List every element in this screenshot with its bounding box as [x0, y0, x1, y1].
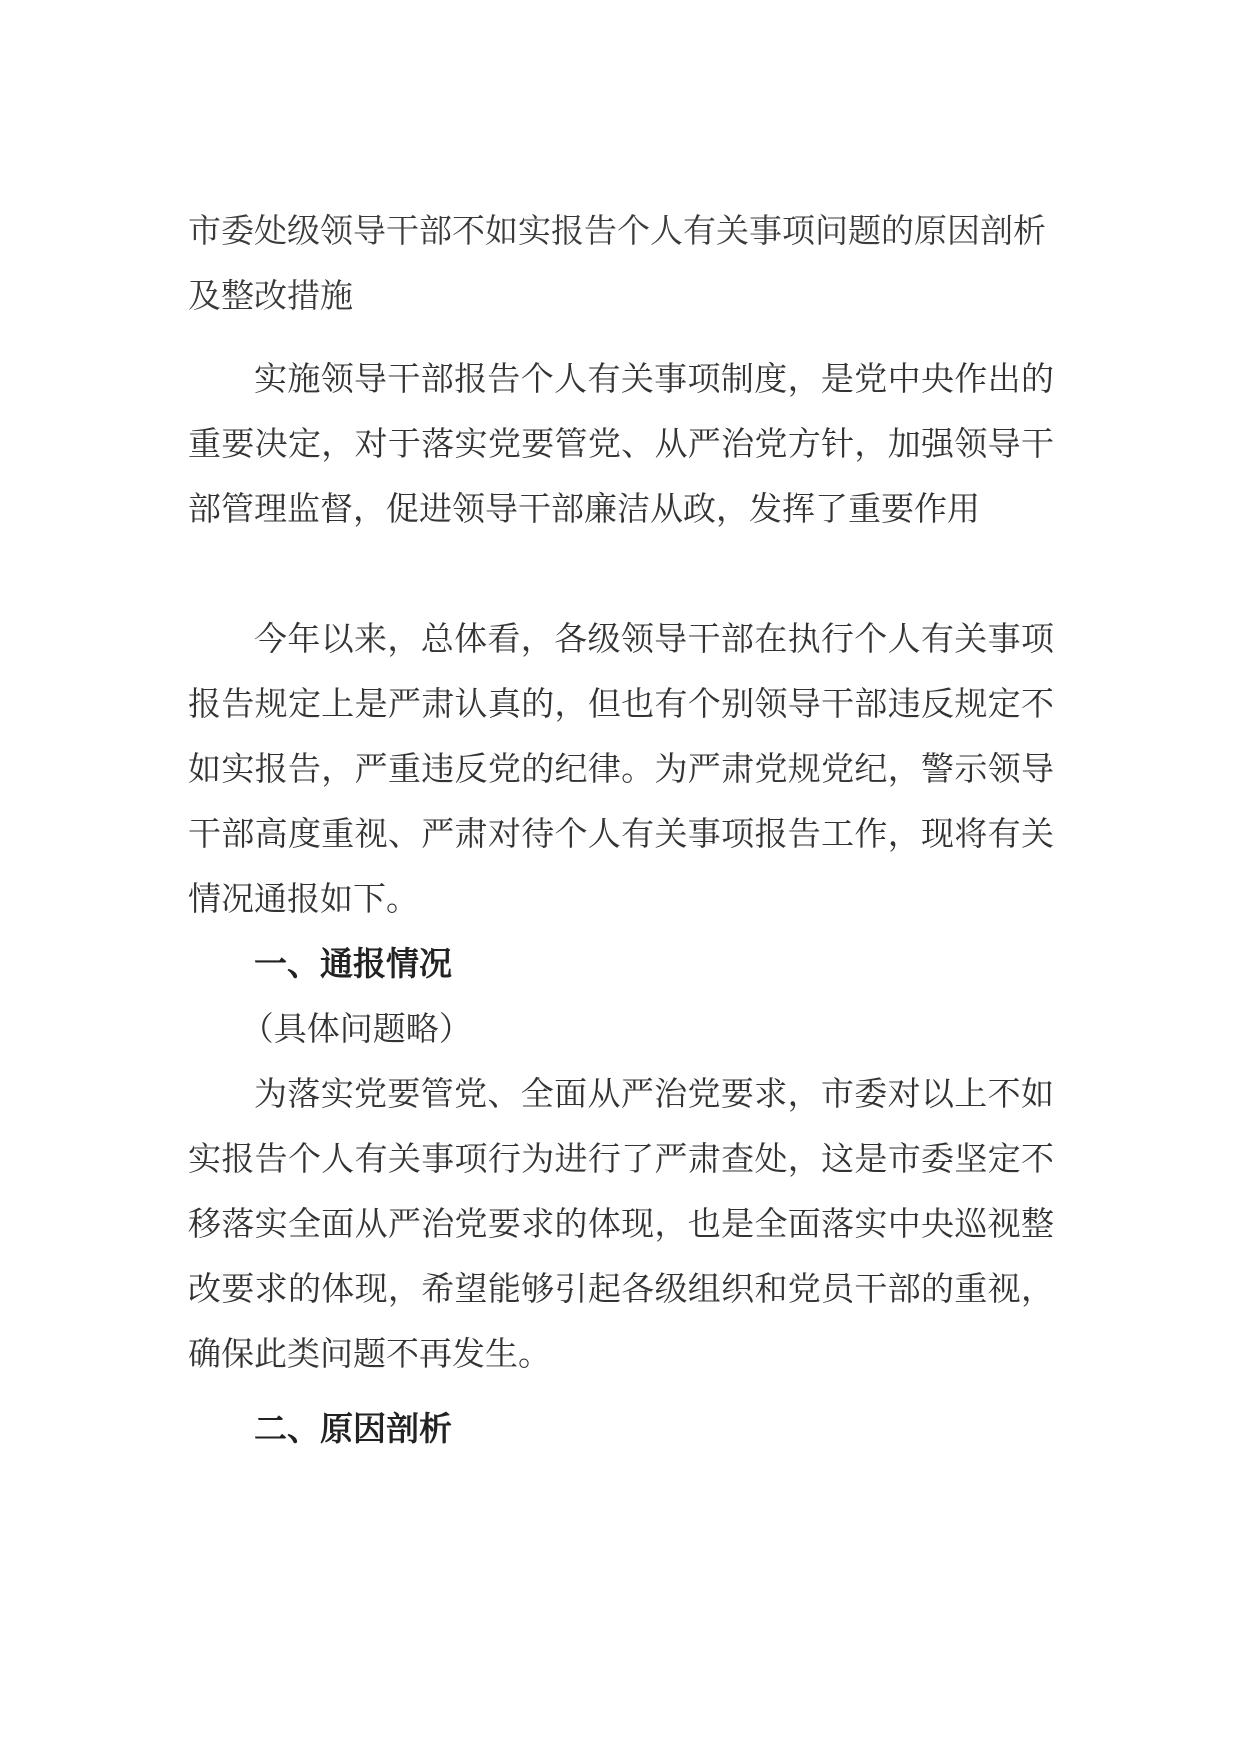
document-body: [188, 198, 1054, 1461]
section-note-omitted: （具体问题略）: [240, 1009, 472, 1048]
paragraph-intro: 实施领导干部报告个人有关事项制度，是党中央作出的重要决定，对于落实党要管党、从严治党方针，加强领导干部管理监督，促进领导干部廉洁从政，发挥了重要作用: [188, 359, 1054, 528]
section-heading-notification: 一、通报情况: [254, 944, 452, 983]
paragraph-handling: 为落实党要管党、全面从严治党要求，市委对以上不如实报告个人有关事项行为进行了严肃查处，这是市委坚定不移落实全面从严治党要求的体现，也是全面落实中央巡视整改要求的体现，希望能够引起各级组织和党员干部的重视，确保此类问题不再发生。: [188, 1074, 1054, 1373]
document-title: 市委处级领导干部不如实报告个人有关事项问题的原因剖析及整改措施: [188, 211, 1046, 315]
section-heading-cause-analysis: 二、原因剖析: [254, 1409, 452, 1448]
paragraph-overview: 今年以来，总体看，各级领导干部在执行个人有关事项报告规定上是严肃认真的，但也有个别领导干部违反规定不如实报告，严重违反党的纪律。为严肃党规党纪，警示领导干部高度重视、严肃对待个人有关事项报告工作，现将有关情况通报如下。: [188, 619, 1054, 918]
